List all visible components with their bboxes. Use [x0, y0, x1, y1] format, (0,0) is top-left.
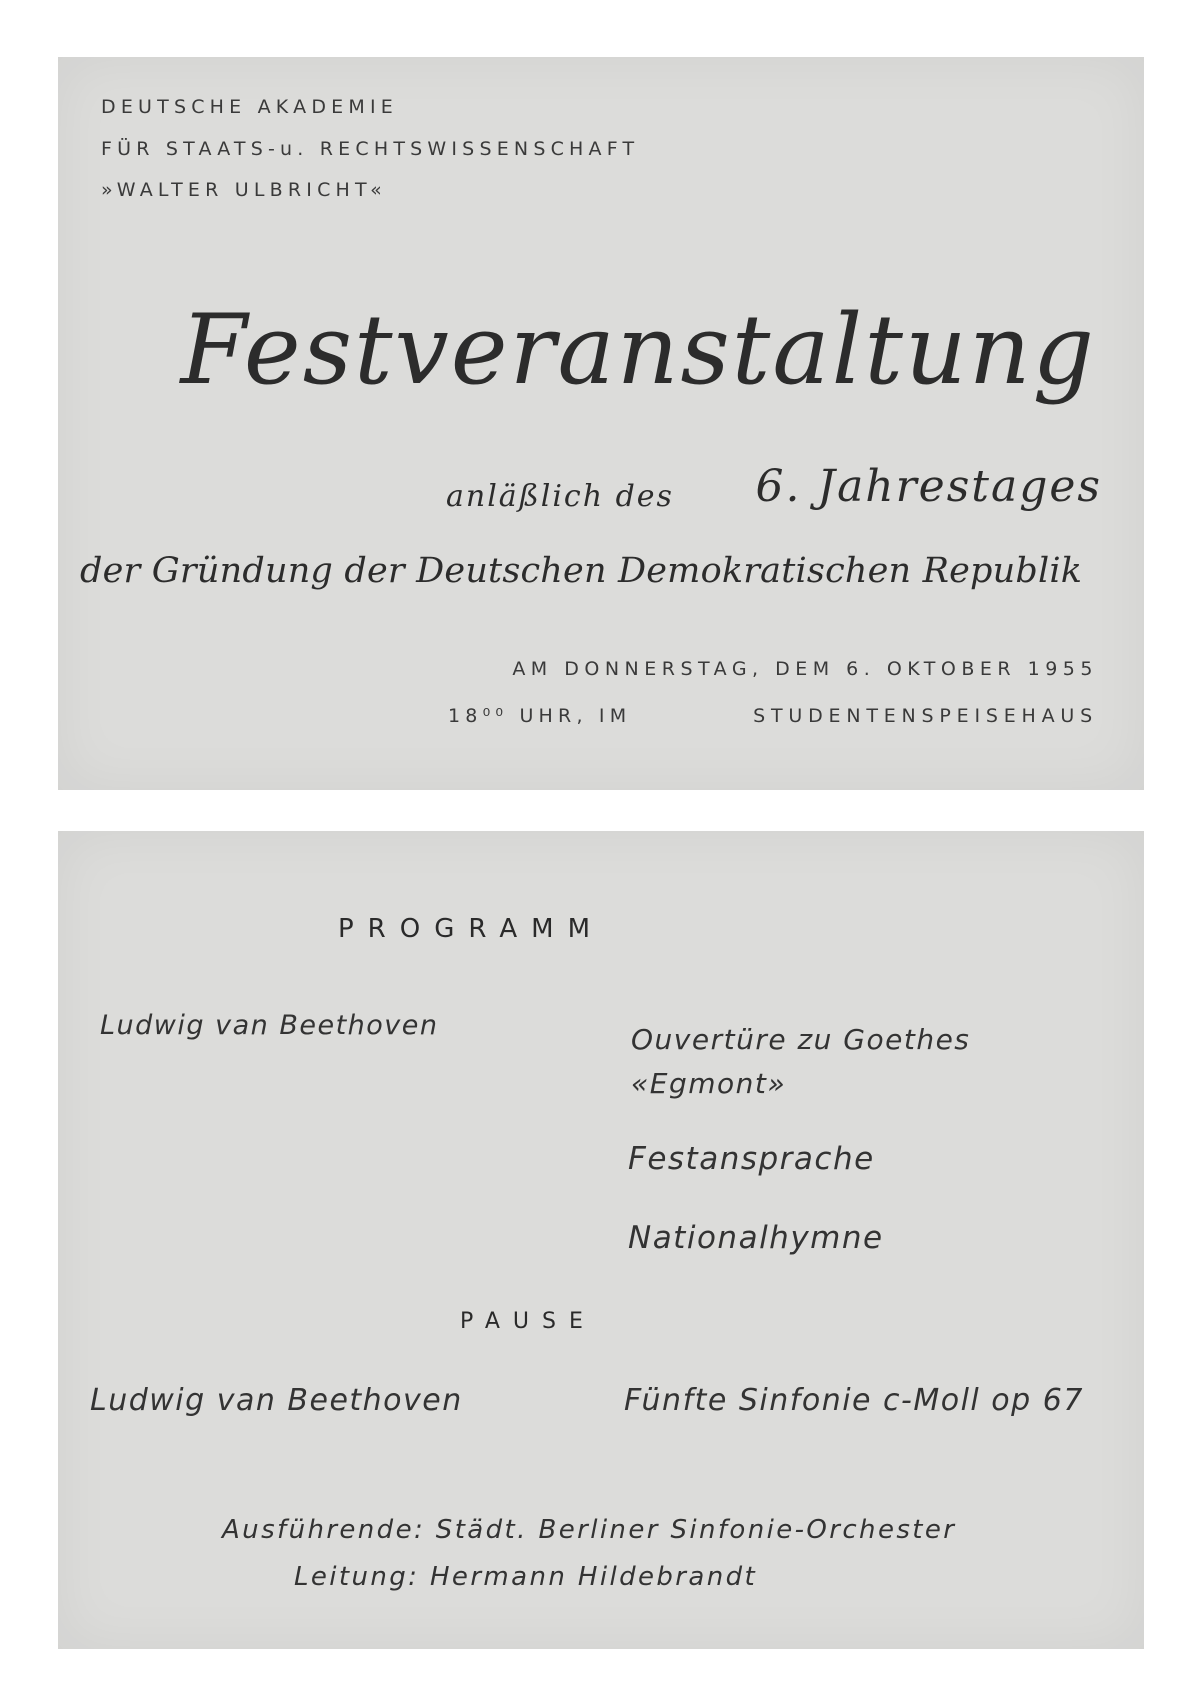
program-composer-2: Ludwig van Beethoven	[90, 1383, 463, 1418]
program-intermission: PAUSE	[460, 1309, 596, 1334]
program-work-2: Festansprache	[628, 1141, 875, 1177]
program-work-1-line-1: Ouvertüre zu Goethes	[631, 1023, 971, 1056]
institution-line-2: FÜR STAATS-u. RECHTSWISSENSCHAFT	[101, 138, 640, 160]
program-work-4: Fünfte Sinfonie c-Moll op 67	[624, 1383, 1084, 1418]
event-venue: STUDENTENSPEISEHAUS	[753, 705, 1098, 727]
occasion-line-2: der Gründung der Deutschen Demokratischen Republik	[80, 551, 1083, 591]
institution-line-1: DEUTSCHE AKADEMIE	[101, 96, 398, 118]
program-heading: PROGRAMM	[338, 914, 605, 944]
program-work-3: Nationalhymne	[628, 1220, 884, 1256]
occasion-anniversary: 6. Jahrestages	[755, 461, 1102, 512]
invitation-front-card	[58, 57, 1144, 790]
program-work-1-line-2: «Egmont»	[631, 1067, 787, 1100]
institution-line-3: »WALTER ULBRICHT«	[101, 179, 387, 201]
event-date: AM DONNERSTAG, DEM 6. OKTOBER 1955	[512, 658, 1098, 680]
event-title: Festveranstaltung	[180, 294, 1096, 406]
program-composer-1: Ludwig van Beethoven	[100, 1010, 439, 1041]
conductor-line: Leitung: Hermann Hildebrandt	[294, 1562, 758, 1592]
event-time: 18⁰⁰ UHR, IM	[448, 705, 632, 727]
program-back-card	[58, 831, 1144, 1649]
occasion-prefix: anläßlich des	[446, 479, 674, 514]
performers-line: Ausführende: Städt. Berliner Sinfonie-Orchester	[222, 1515, 957, 1545]
